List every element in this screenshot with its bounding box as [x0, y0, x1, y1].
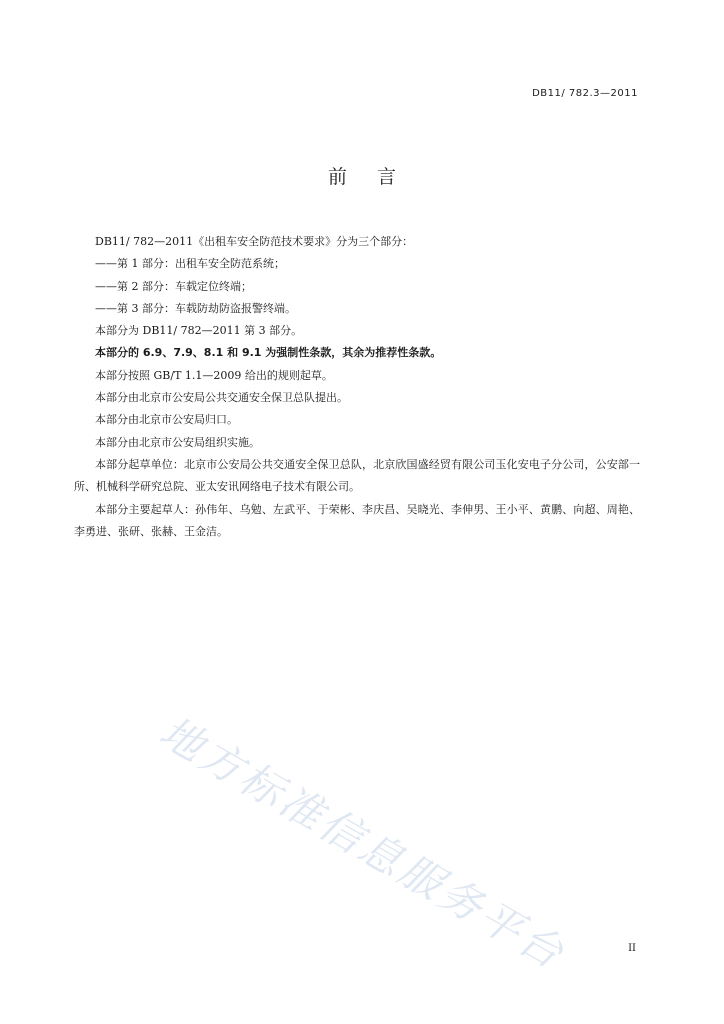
paragraph-proposed-by: 本部分由北京市公安局公共交通安全保卫总队提出。: [95, 391, 348, 405]
standard-code-header: DB11/ 782.3—2011: [532, 88, 638, 99]
page-title: 前言: [327, 166, 426, 188]
paragraph-part-2: ——第 2 部分：车载定位终端；: [95, 279, 252, 293]
page-number: II: [628, 943, 636, 954]
paragraph-drafting-rules: 本部分按照 GB/T 1.1—2009 给出的规则起草。: [95, 368, 333, 382]
paragraph-this-part: 本部分为 DB11/ 782—2011 第 3 部分。: [95, 324, 303, 338]
watermark-text: 地方标准信息服务平台: [151, 706, 575, 980]
paragraph-drafting-units: 本部分起草单位：北京市公安局公共交通安全保卫总队，北京欣国盛经贸有限公司玉化安电子分公司，公安部一所、机械科学研究总院、亚太安讯网络电子技术有限公司。: [74, 457, 640, 494]
paragraph-part-1: ——第 1 部分：出租车安全防范系统；: [95, 257, 285, 271]
paragraph-part-3: ——第 3 部分：车载防劫防盗报警终端。: [95, 301, 296, 315]
paragraph-parts-intro: DB11/ 782—2011《出租车安全防范技术要求》分为三个部分：: [95, 235, 414, 248]
paragraph-drafters: 本部分主要起草人：孙伟年、乌勉、左武平、于荣彬、李庆昌、吴晓光、李伸男、王小平、黄鹏、向超、周艳、李勇进、张研、张赫、王金洁。: [74, 502, 640, 538]
foreword-body: [74, 231, 640, 543]
paragraph-centralized-by: 本部分由北京市公安局归口。: [95, 413, 238, 427]
paragraph-implemented-by: 本部分由北京市公安局组织实施。: [95, 435, 260, 449]
paragraph-mandatory-clauses: 本部分的 6.9、7.9、8.1 和 9.1 为强制性条款，其余为推荐性条款。: [95, 346, 442, 360]
